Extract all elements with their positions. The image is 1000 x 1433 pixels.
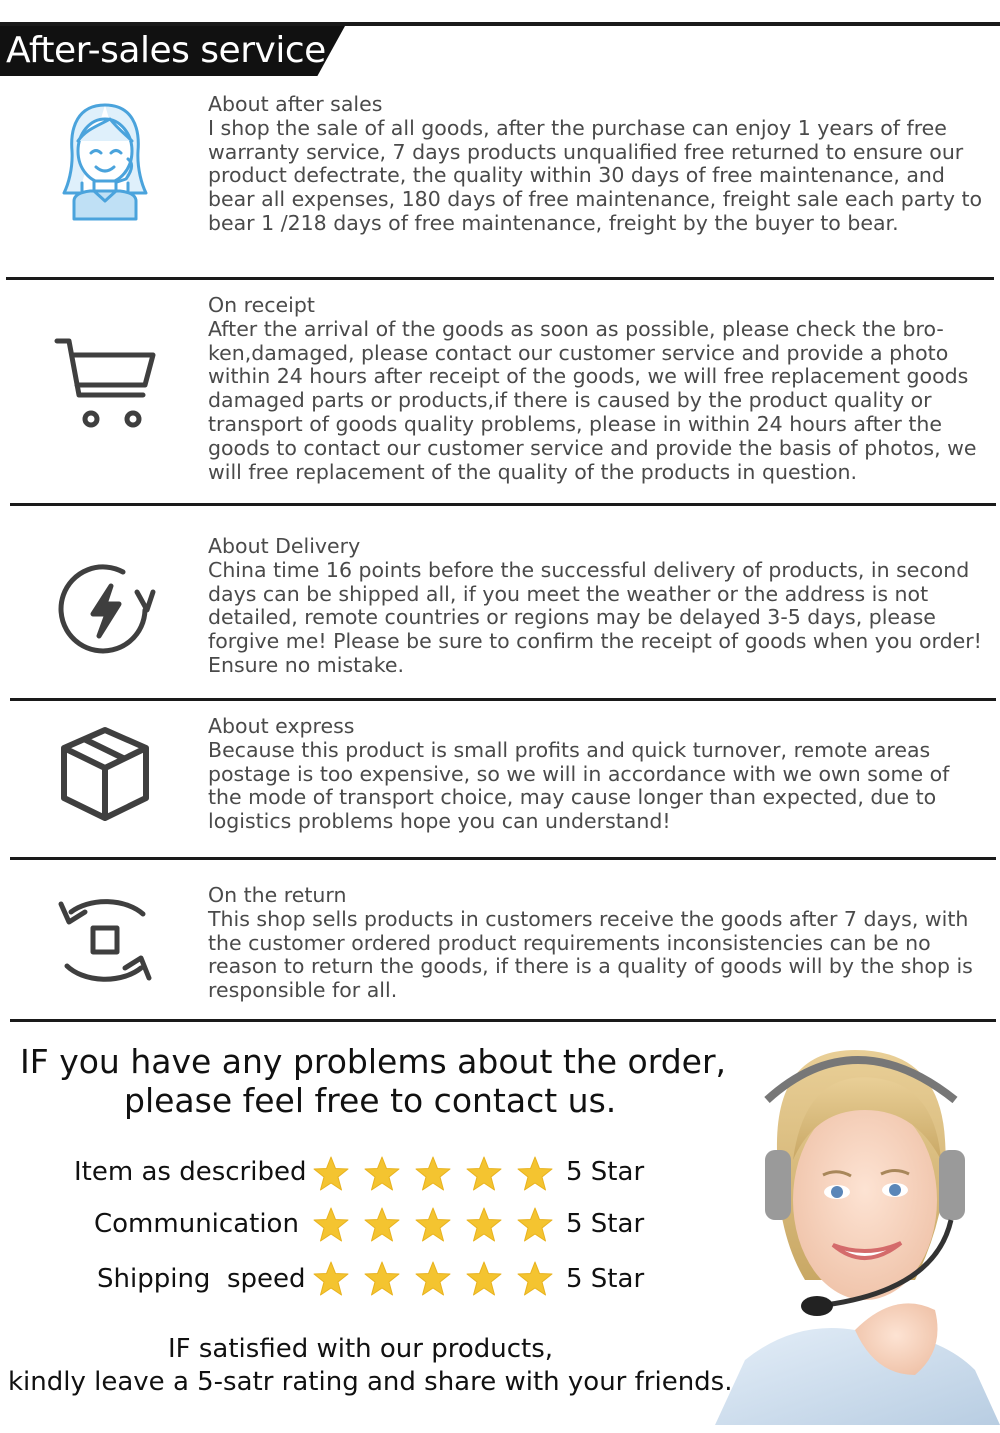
- contact-prompt-line2: please feel free to contact us.: [124, 1081, 617, 1120]
- footer-line1: IF satisfied with our products,: [168, 1334, 554, 1364]
- customer-service-agent-image: [705, 1030, 1000, 1425]
- rating-row-item-described: [0, 1153, 700, 1195]
- package-box-icon: [50, 722, 160, 826]
- section-heading: About after sales: [208, 92, 383, 116]
- section-divider: [10, 503, 996, 506]
- star-icon: [516, 1155, 554, 1193]
- section-body: Because this product is small profits and quick turnover, remote areas postage is too expensive, so we will in accordance with we own some of the mode of transport choice, may cause longer than expected, due to logistics problems hope you can understand!: [208, 737, 950, 834]
- star-icon: [312, 1155, 350, 1193]
- page-title: After-sales service: [6, 30, 326, 71]
- lightning-refresh-icon: [50, 555, 160, 665]
- star-icon: [363, 1155, 401, 1193]
- section-divider: [10, 857, 996, 860]
- contact-prompt-line1: IF you have any problems about the order,: [20, 1042, 727, 1081]
- section-heading: About express: [208, 714, 355, 738]
- rating-value: 5 Star: [566, 1209, 645, 1239]
- section-heading: About Delivery: [208, 534, 361, 558]
- section-body: I shop the sale of all goods, after the purchase can enjoy 1 years of free warranty service, 7 days products unqualified free returned to ensure our product defectrate, the quality within 30 days of free maintenance, and bear all expenses, 180 days of free maintenance, freight sale each party to bear 1 /218 days of free maintenance, freight by the buyer to bear.: [208, 115, 983, 235]
- rating-value: 5 Star: [566, 1157, 645, 1187]
- star-rating: [312, 1258, 557, 1300]
- section-about-express: [208, 715, 988, 834]
- rating-label: Communication: [94, 1209, 299, 1239]
- star-rating: [312, 1153, 557, 1195]
- star-icon: [414, 1206, 452, 1244]
- rating-value: 5 Star: [566, 1264, 645, 1294]
- section-heading: On the return: [208, 883, 347, 907]
- star-icon: [465, 1260, 503, 1298]
- section-heading: On receipt: [208, 293, 315, 317]
- section-after-sales: [208, 93, 988, 236]
- return-exchange-icon: [50, 888, 160, 992]
- star-icon: [312, 1206, 350, 1244]
- star-rating: [312, 1204, 557, 1246]
- rating-label: Shipping speed: [97, 1264, 306, 1294]
- customer-service-girl-icon: [50, 98, 160, 223]
- star-icon: [363, 1206, 401, 1244]
- rating-row-shipping-speed: [0, 1258, 700, 1300]
- star-icon: [465, 1206, 503, 1244]
- star-icon: [363, 1260, 401, 1298]
- section-on-the-return: [208, 884, 988, 1003]
- section-divider: [10, 1019, 996, 1022]
- section-divider: [6, 277, 994, 280]
- star-icon: [516, 1206, 554, 1244]
- star-icon: [414, 1260, 452, 1298]
- section-on-receipt: [208, 294, 988, 484]
- section-body: After the arrival of the goods as soon as possible, please check the bro-ken,damaged, please contact our customer service and provide a photo within 24 hours after receipt of the goods, we will free replacement goods damaged parts or products,if there is caused by the product quality or transport of goods quality problems, please in within 24 hours after the goods to contact our customer service and provide the basis of photos, we will free replacement of the quality of the products in question.: [208, 316, 977, 484]
- rating-row-communication: [0, 1204, 700, 1246]
- star-icon: [312, 1260, 350, 1298]
- section-body: China time 16 points before the successful delivery of products, in second days can be shipped all, if you meet the weather or the address is not detailed, remote countries or regions may be delayed 3-5 days, please forgive me! Please be sure to confirm the receipt of goods when you order! Ensure no mistake.: [208, 557, 982, 677]
- header-top-rule: [0, 22, 1000, 26]
- section-body: This shop sells products in customers receive the goods after 7 days, with the customer ordered product requirements inconsistencies can be no reason to return the goods, if there is a quality of goods will by the shop is responsible for all.: [208, 906, 973, 1003]
- rating-label: Item as described: [74, 1157, 307, 1187]
- star-icon: [465, 1155, 503, 1193]
- star-icon: [516, 1260, 554, 1298]
- star-icon: [414, 1155, 452, 1193]
- shopping-cart-icon: [50, 330, 160, 435]
- section-divider: [10, 698, 996, 701]
- footer-line2: kindly leave a 5-satr rating and share with your friends.: [8, 1367, 733, 1397]
- section-about-delivery: [208, 535, 988, 678]
